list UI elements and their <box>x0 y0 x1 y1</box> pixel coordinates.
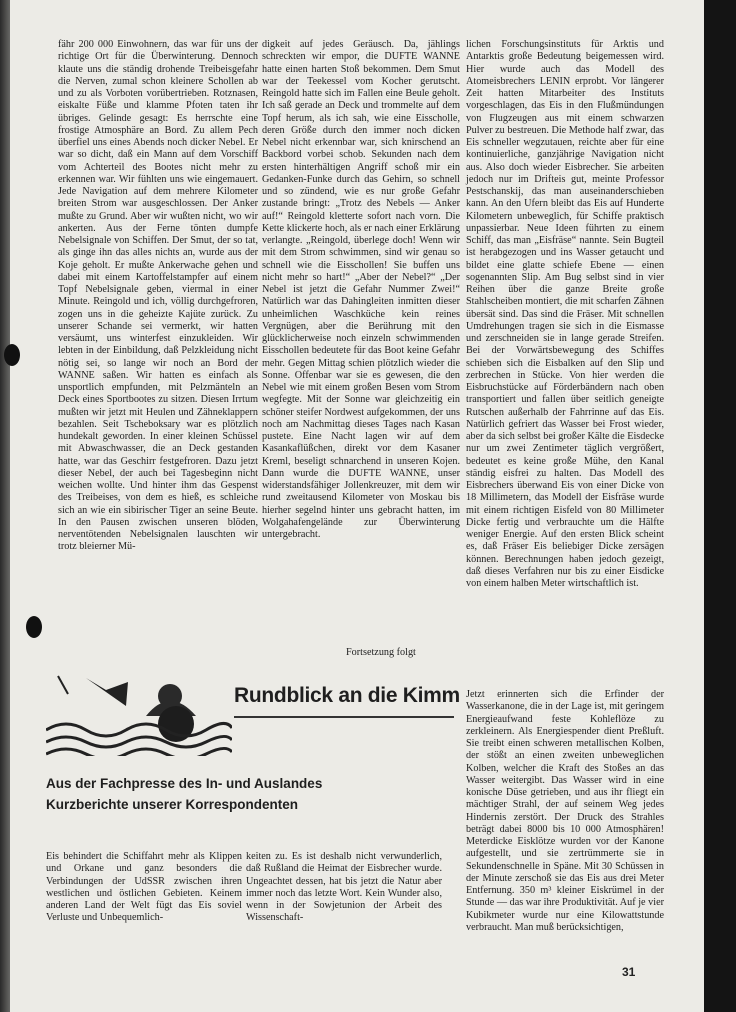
section-subtitle-1: Aus der Fachpresse des In- und Auslandes <box>46 776 323 791</box>
report-column-2: keiten zu. Es ist deshalb nicht verwunderlich, daß Rußland die Heimat der Eisbrecher wurde. Ungeachtet dessen, hat bis jetzt die Natur aber immer noch das letzte Wort. Kein Wunder also, wenn in der Sowjetunion der Arbeit des Wissenschaft- <box>246 851 442 924</box>
page-edge <box>704 0 736 1012</box>
page-number: 31 <box>622 965 636 979</box>
section-subtitle-2: Kurzberichte unserer Korrespondenten <box>46 797 299 812</box>
report-column-3-bottom: Jetzt erinnerten sich die Erfinder der Wasserkanone, die in der Lage ist, mit geringem Energieaufwand feste Kohleflöze zu zerkleinern. Als Energiespender dient Preßluft. Sie treibt einen schweren metallischen Kolben, der stößt an einen zweiten unbeweglichen Kolben, welcher die Kraft des Stoßes an das Wasser weitergibt. Das Wasser wird in eine konische Düse getrieben, und aus ihr fliegt ein mächtiger Strahl, der auf seinem Weg jedes Hindernis zerstört. Der Druck des Strahles beträgt dabei 8000 bis 10 000 Atmosphären! Meterdicke Eisklötze wurden vor der Kanone aufgestellt, und sie zertrümmerte sie in Sekundenschnelle in Späne. Mit 30 Schüssen in der Minute zerschoß sie das Eis aus drei Meter Entfernung. 350 m³ kleiner Eiskrümel in der Stunde — das war ihre Produktivität. Auf je vier Kubikmeter wurde nur eine Kilowattstunde verbraucht. Man muß berücksichtigen, <box>466 689 664 933</box>
binder-hole <box>4 344 20 366</box>
sailor-wave-illustration <box>46 672 232 756</box>
article-column-1: fähr 200 000 Einwohnern, das war für uns der richtige Ort für die Überwinterung. Dennoch klaute uns die ständig drohende Treibeisgefahr die Nerven, zumal schon kleinere Schollen ab und zu als Vorboten vorübertrieben. Rotznasen, eiskalte Füße und klamme Pfoten taten ihr übriges. Gelinde gesagt: Es herrschte eine frostige Atmosphäre an Bord. Zu allem Pech überfiel uns eines Abends noch dicker Nebel. Er war so dicht, daß ein Mann auf dem Vorschiff vom Achterteil des Bootes nicht mehr zu erkennen war. Wir fühlten uns wie eingemauert. Jede Navigation auf dem mehrere Kilometer breiten Strom war ausgeschlossen. Der Anker mußte zu Grund. Aber wir wußten nicht, wo wir ankerten. Aus der Ferne tönten dumpfe Nebelsignale von Schiffen. Der Smut, der so tat, als ginge ihn das alles nichts an, wurde aus der Koje geholt. Er mußte Ankerwache gehen und dabei mit einem Kartoffelstampfer auf einem Topf Nebelsignale geben, viermal in einer Minute. Reingold und ich, völlig durchgefroren, zogen uns in die geheizte Kajüte zurück. Zu unserer Schande sei vermerkt, wir hatten versäumt, uns winterfest einzukleiden. Wir lebten in der Einbildung, daß Pelzkleidung nicht nötig sei, so lange wir noch an Bord der WANNE saßen. Wir hatten es einfach als unsportlich empfunden, mit Pelzmänteln an Deck eines Sportbootes zu sitzen. Diesen Irrtum mußten wir jetzt mit Heulen und Zähneklappern bezahlen. Seit Tscheboksary war es plötzlich hundekalt geworden. In einer kleinen Schüssel mit Abwaschwasser, die an Deck gestanden hatte, war das Geschirr festgefroren. Dazu jetzt dieser Nebel, der auch bei Tagesbeginn nicht weichen wollte. Und hinter ihm das Gespenst des Treibeises, von dem es hieß, es schleiche sich an wie ein sibirischer Tiger an seine Beute. In den Pausen zwischen unseren blöden, nerventötenden Nebelsignalen lauschten wir trotz bleierner Mü- <box>58 39 258 553</box>
report-column-1: Eis behindert die Schiffahrt mehr als Klippen und Orkane und ganz besonders die Verbindungen der UdSSR zwischen ihren westlichen und östlichen Gebieten. Keinem anderen Land der Welt fügt das Eis soviel Verluste und Unbequemlich- <box>46 851 242 924</box>
continued-note: Fortsetzung folgt <box>346 647 416 658</box>
section-title: Rundblick an die Kimm <box>234 684 460 707</box>
article-column-2: digkeit auf jedes Geräusch. Da, jählings schreckten wir empor, die DUFTE WANNE hatte einen harten Stoß bekommen. Dem Smut war der Teekessel vom Kocher gerutscht. Reingold hatte sich im Fallen eine Beule geholt. Ich saß gerade an Deck und trommelte auf dem Topf herum, als ich sah, wie eine Eisscholle, deren Größe durch den immer noch dicken Nebel nicht erkennbar war, sich knirschend an Backbord vorbei schob. Sekunden nach dem ersten hinterhältigen Angriff schoß mir ein Gedanken-Funke durch das Gehirn, so schnell und so zündend, wie es nur große Gefahr zustande bringt: „Trotz des Nebels — Anker auf!“ Reingold kletterte sofort nach vorn. Die Kette klickerte hoch, als er nach einer Erklärung verlangte. „Reingold, überlege doch! Wenn wir mit dem Strom schwimmen, sind wir genau so schnell wie die Eisschollen! Sie buffen uns nicht mehr so hart!“ „Aber der Nebel?“ „Der Nebel ist jetzt die Gefahr Nummer Zwei!“ Natürlich war das Dahingleiten inmitten dieser unheimlichen Waschküche kein reines Vergnügen, aber die Berührung mit den glücklicherweise noch einzeln schwimmenden Eisschollen bedeutete für das Boot keine Gefahr mehr. Gegen Mittag schien plötzlich wieder die Sonne. Offenbar war sie es gewesen, die den Nebel wie mit einem großen Besen vom Strom wegfegte. Mit der Sonne war gleichzeitig ein schöner steifer Nordwest aufgekommen, der uns noch am Nachmittag dieses Tages nach Kasan pustete. Eine Nacht lagen wir auf dem Kasankaflüßchen, direkt vor dem Kasaner Kreml, beseligt schnarchend in unseren Kojen. Dann wurde die DUFTE WANNE, unser widerstandsfähiger Jollenkreuzer, mit dem wir rund zweitausend Kilometer von Moskau bis hierher segelnd hinter uns gebracht hatten, im Wolgahafengelände zur Überwinterung untergebracht. <box>262 39 460 540</box>
title-rule <box>234 716 454 718</box>
binder-hole <box>26 616 42 638</box>
report-column-3-top: lichen Forschungsinstituts für Arktis und Antarktis große Bedeutung beigemessen wird. Hier wurde auch das Modell des Atomeisbrechers LENIN erprobt. Vor längerer Zeit hatten Mitarbeiter des Instituts vorgeschlagen, das Eis in den Flußmündungen von Flugzeugen aus mit einem schwarzen Pulver zu bestreuen. Die Methode half zwar, das Eis schneller wegzutauen, reichte aber für eine kontinuierliche, ganzjährige Navigation nicht aus. Also doch wieder Eisbrecher. Sie arbeiten jedoch nur im Drifteis gut, meinte Professor Pestschanskij, das man auseinanderschieben kann. An den Ufern bleibt das Eis auf Hunderte Kilometern unbeweglich, für Schiffe praktisch unpassierbar. Neue Ideen führten zu einem Schiff, das man „Eisfräse“ nannte. Sein Bugteil ist herabgezogen und ins Wasser getaucht und bildet eine glatte schiefe Ebene — einen sogenannten Slip. Am Bug selbst sind in vier Reihen über die ganze Breite große Stahlscheiben montiert, die mit scharfen Zähnen übersät sind. Das sind die Fräser. Mit schnellen Umdrehungen tragen sie sich in die Eismasse und zerschneiden sie in lange gerade Streifen. Bei der Vorwärtsbewegung des Schiffes schieben sich die Eisbalken auf den Slip und zerbrechen in Stücke. Von hier werden die Eisbruchstücke auf Förderbändern nach oben transportiert und fallen über seitlich geneigte Rutschen außerhalb der Fahrrinne auf das Eis. Natürlich gefriert das Wasser bei Frost wieder, aber da sich selbst bei großer Kälte die Eisdecke nur um zwei Zentimeter täglich vergrößert, bedeutet es keine große Mühe, den Kanal ständig eisfrei zu halten. Das Modell des Eisbrechers überwand Eis von einer Dicke von 18 Millimetern, das Modell der Eisfräse wurde mit einem richtigen Eisfeld von 80 Millimeter Dicke fertig und verbrauchte um die Hälfte weniger Energie. Auf den ersten Blick scheint es, daß Fräser Eis beliebiger Dicke zersägen können. Berechnungen haben jedoch gezeigt, daß dieses Verfahren nur bis zu einer Eisdicke von einem halben Meter wirtschaftlich ist. <box>466 39 664 589</box>
